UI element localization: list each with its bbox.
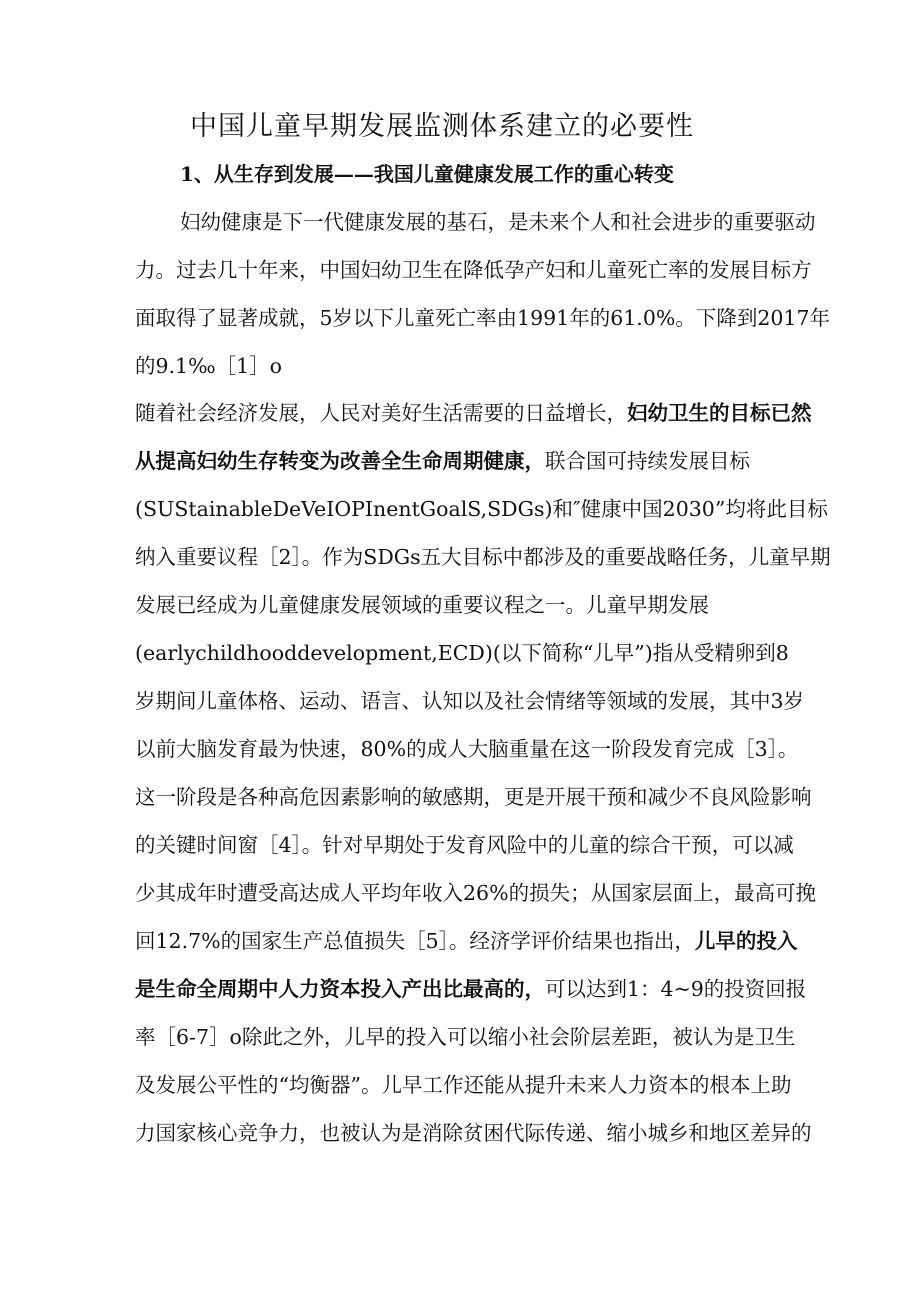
paragraph-2-bold-text: 是生命全周期中人力资本投入产出比最高的，: [135, 977, 545, 1001]
paragraph-2-line-2: [135, 447, 750, 475]
paragraph-2-line-8: 以前大脑发育最为快速，80%的成人大脑重量在这一阶段发育完成［3］。: [135, 737, 799, 761]
paragraph-2-line-1: [135, 399, 812, 427]
paragraph-2-line-6: (earlychildhooddevelopment,ECD)(以下简称“儿早”)指从受精卵到8: [135, 641, 789, 665]
paragraph-1-line-1: 妇幼健康是下一代健康发展的基石，是未来个人和社会进步的重要驱动: [180, 210, 816, 234]
section-heading: 1、从生存到发展——我国儿童健康发展工作的重心转变: [180, 162, 674, 186]
paragraph-2-bold-text: 妇幼卫生的目标已然: [627, 401, 812, 425]
paragraph-1-line-4: 的9.1‰［1］o: [135, 354, 282, 378]
paragraph-1-line-2: 力。过去几十年来，中国妇幼卫生在降低孕产妇和儿童死亡率的发展目标方: [135, 258, 812, 282]
paragraph-1-line-3: 面取得了显著成就，5岁以下儿童死亡率由1991年的61.0%。下降到2017年: [135, 306, 831, 330]
paragraph-2-bold-text: 从提高妇幼生存转变为改善全生命周期健康，: [135, 449, 545, 473]
document-title: 中国儿童早期发展监测体系建立的必要性: [190, 111, 694, 142]
paragraph-2-text: 随着社会经济发展，人民对美好生活需要的日益增长，: [135, 401, 627, 425]
paragraph-2-line-12: [135, 927, 797, 955]
paragraph-2-text: 可以达到1：4~9的投资回报: [545, 977, 807, 1001]
paragraph-2-line-10: 的关键时间窗［4］。针对早期处于发育风险中的儿童的综合干预，可以减: [135, 833, 794, 857]
paragraph-2-text: 联合国可持续发展目标: [545, 449, 750, 473]
paragraph-2-line-13: [135, 975, 806, 1003]
paragraph-2-line-5: 发展已经成为儿童健康发展领域的重要议程之一。儿童早期发展: [135, 593, 709, 617]
paragraph-2-line-3: (SUStainableDeVeIOPInentGoalS,SDGs)和″健康中国2030”均将此目标: [135, 497, 828, 521]
paragraph-2-line-16: 力国家核心竞争力，也被认为是消除贫困代际传递、缩小城乡和地区差异的: [135, 1121, 812, 1145]
paragraph-2-line-4: 纳入重要议程［2］。作为SDGs五大目标中都涉及的重要战略任务，儿童早期: [135, 545, 831, 569]
paragraph-2-line-15: 及发展公平性的“均衡器”。儿早工作还能从提升未来人力资本的根本上助: [135, 1073, 792, 1097]
paragraph-2-line-7: 岁期间儿童体格、运动、语言、认知以及社会情绪等领域的发展，其中3岁: [135, 689, 805, 713]
paragraph-2-line-11: 少其成年时遭受高达成人平均年收入26%的损失；从国家层面上，最高可挽: [135, 881, 817, 905]
paragraph-2-text: 回12.7%的国家生产总值损失［5］。经济学评价结果也指出，: [135, 929, 695, 953]
paragraph-2-line-14: 率［6-7］o除此之外，儿早的投入可以缩小社会阶层差距，被认为是卫生: [135, 1025, 796, 1049]
paragraph-2-line-9: 这一阶段是各种高危因素影响的敏感期，更是开展干预和减少不良风险影响: [135, 785, 812, 809]
paragraph-2-bold-text: 儿早的投入: [694, 929, 798, 953]
